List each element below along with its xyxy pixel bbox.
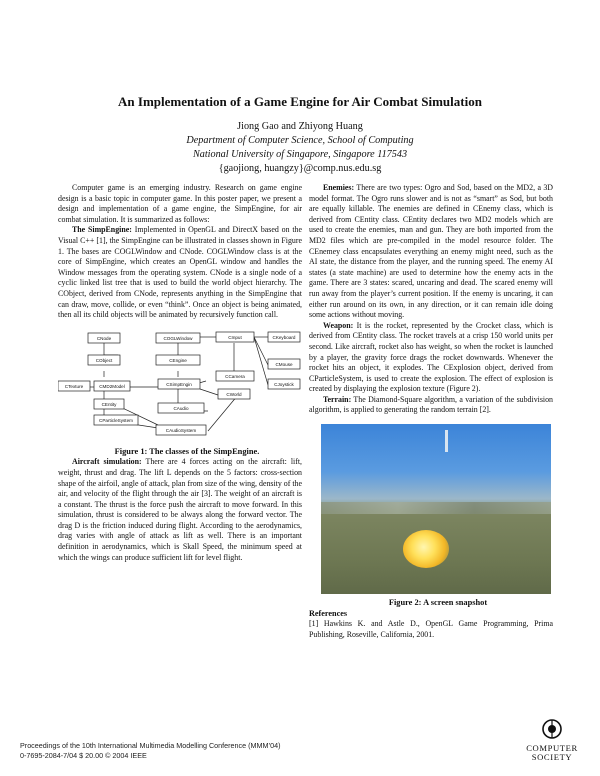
box-cengine: CEngine xyxy=(169,357,187,363)
footer-line-2: 0-7695-2084-7/04 $ 20.00 © 2004 IEEE xyxy=(20,751,147,760)
paper-title: An Implementation of a Game Engine for Air Combat Simulation xyxy=(118,94,482,109)
terrain-paragraph xyxy=(309,395,553,416)
weapon-heading: Weapon: xyxy=(323,320,354,330)
author-block xyxy=(0,120,600,176)
references-heading: References xyxy=(309,608,348,618)
aircraft-paragraph xyxy=(58,457,302,563)
footer-line-1: Proceedings of the 10th International Multimedia Modelling Conference (MMM’04) xyxy=(20,741,281,750)
reference-1: [1] Hawkins K. and Astle D., OpenGL Game Programming, Prima Publishing, Roseville, California, 2001. xyxy=(309,619,553,639)
aircraft-heading: Aircraft simulation: xyxy=(72,457,142,467)
simpengine-paragraph xyxy=(58,225,302,320)
box-coglwindow: COGLWindow xyxy=(163,335,193,341)
right-column xyxy=(309,183,553,640)
terrain-text: The Diamond-Square algorithm, a variation of the subdivision algorithm, is applied to generating the random terrain [2]. xyxy=(309,394,553,415)
author-university: National University of Singapore, Singapore 117543 xyxy=(192,149,408,160)
figure-2-screen-snapshot xyxy=(321,424,551,594)
box-cjoystick: CJoystick xyxy=(274,381,294,387)
weapon-text: It is the rocket, represented by the Crocket class, which is derived from CEntity class. The rocket travels at a crisp 150 world units per second. Like aircraft, rocket also has weight, so when the rocket is launched by a player, the gravity force drags the rocket downwards. Whenever the rocket hits an object, it explodes. The CExplosion object, derived from CParticleSystem, is used to create the explosion. The effect of explosion is created by displaying the explosion texture (Figure 2). xyxy=(309,320,553,394)
left-column xyxy=(58,183,302,563)
figure-2-caption: Figure 2: A screen snapshot xyxy=(388,598,488,608)
rocket-trail xyxy=(445,430,448,452)
box-cparticlesystem: CParticleSystem xyxy=(99,417,133,423)
box-csimpengine: CSimpEngin xyxy=(166,381,192,387)
box-ckeyboard: CKeyboard xyxy=(272,334,296,340)
logo-line-1: COMPUTER xyxy=(526,743,578,753)
weapon-paragraph xyxy=(309,321,553,395)
box-cinput: CInput xyxy=(228,334,242,340)
box-caudio: CAudio xyxy=(173,405,189,411)
proceedings-footer xyxy=(20,741,280,761)
figure-1-class-diagram xyxy=(58,329,302,447)
logo-line-2: SOCIETY xyxy=(531,752,573,762)
author-emails: {gaojiong, huangzy}@comp.nus.edu.sg xyxy=(218,163,382,174)
box-cnode: CNode xyxy=(96,335,112,341)
box-centity: CEntity xyxy=(101,401,117,407)
terrain-heading: Terrain: xyxy=(323,394,352,404)
figure-1-caption: Figure 1: The classes of the SimpEngine. xyxy=(114,446,260,456)
enemies-paragraph xyxy=(309,183,553,321)
box-cmouse: CMouse xyxy=(275,361,293,367)
simpengine-text: Implemented in OpenGL and DirectX based on the Visual C++ [1], the SimpEngine can be illustrated in classes shown in Figure 1. The bases are COGLWindow and CNode. COGLWindow class is at the core of SimpEngine, which creates an OpenGL window and handles the Window messages from the operating system. CNode is a single node of a cyclic linked list tree that is used to build the world object hierarchy. The CObject, derived from CNode, represents anything in the SimpEngine that can draw, move, collide, or even “think”. Once an object is being animated, then all its child objects will be animated by recursively function call. xyxy=(58,225,302,320)
box-ccamera: CCamera xyxy=(225,373,245,379)
computer-society-logo xyxy=(517,719,587,762)
enemies-text: There are two types: Ogro and Sod, based on the MD2, a 3D model format. The Ogro runs slower and is not as “smart” as Sod, but both are equally killable. The enemies are defined in CEnemy class, which is derived from CEntity class. CEntity declares two MD2 models which are used to create the enemies, man and gun. They are both imported from the MD2 files which are pre-compiled in the model resource folder. The CEnemey class encapsulates everything an enemy might need, such as the AI state, the distance from the player, and the running speed. The enemy AI states (a state machine) are used to determine how the enemy acts in the game. There are 3 states: scared, uncaring and dead. The scared enemy will run away from the player’s current position. If the enemy is uncaring, it can either run around on its own, in any direction, or it can remain idle doing some actions without moving. xyxy=(309,183,553,320)
aircraft-text: There are 4 forces acting on the aircraft: lift, weight, thrust and drag. The lift L depends on the 5 factors: cross-section shape of the airfoil, angle of attack, plan from size of the wing, density of the air, and velocity of the flight through the air [3]. The weight of an aircraft is a constant. The thrust is the force push the aircraft to move forward. In this simulation, thrust is considered to be always along the forward vector. The drag D is the friction induced during flight. According to the aerodynamics, drag varies with angle of attack as lift as well. There is an important definition in aerodynamics, which is Skall Speed, the minimum speed at which the wings can produce sufficient lift for level flight. xyxy=(58,457,302,562)
box-cworld: CWorld xyxy=(226,391,242,397)
simpengine-heading: The SimpEngine: xyxy=(72,225,132,235)
author-names: Jiong Gao and Zhiyong Huang xyxy=(237,121,363,132)
ieee-emblem-icon xyxy=(541,719,563,739)
box-cobject: CObject xyxy=(95,357,113,363)
box-cmd2model: CMD2Model xyxy=(99,383,125,389)
enemies-heading: Enemies: xyxy=(323,183,355,192)
intro-paragraph: Computer game is an emerging industry. Research on game engine design is a basic topic in computer game. In this poster paper, we present a design and implementation of a game engine, the SimpEngine, for air combat simulation. It is summarized as follows: xyxy=(58,183,302,224)
explosion-effect xyxy=(403,530,449,568)
box-ctexture: CTexture xyxy=(64,383,84,389)
author-department: Department of Computer Science, School of Computing xyxy=(186,135,414,146)
box-caudiosystem: CAudioSystem xyxy=(165,427,197,433)
